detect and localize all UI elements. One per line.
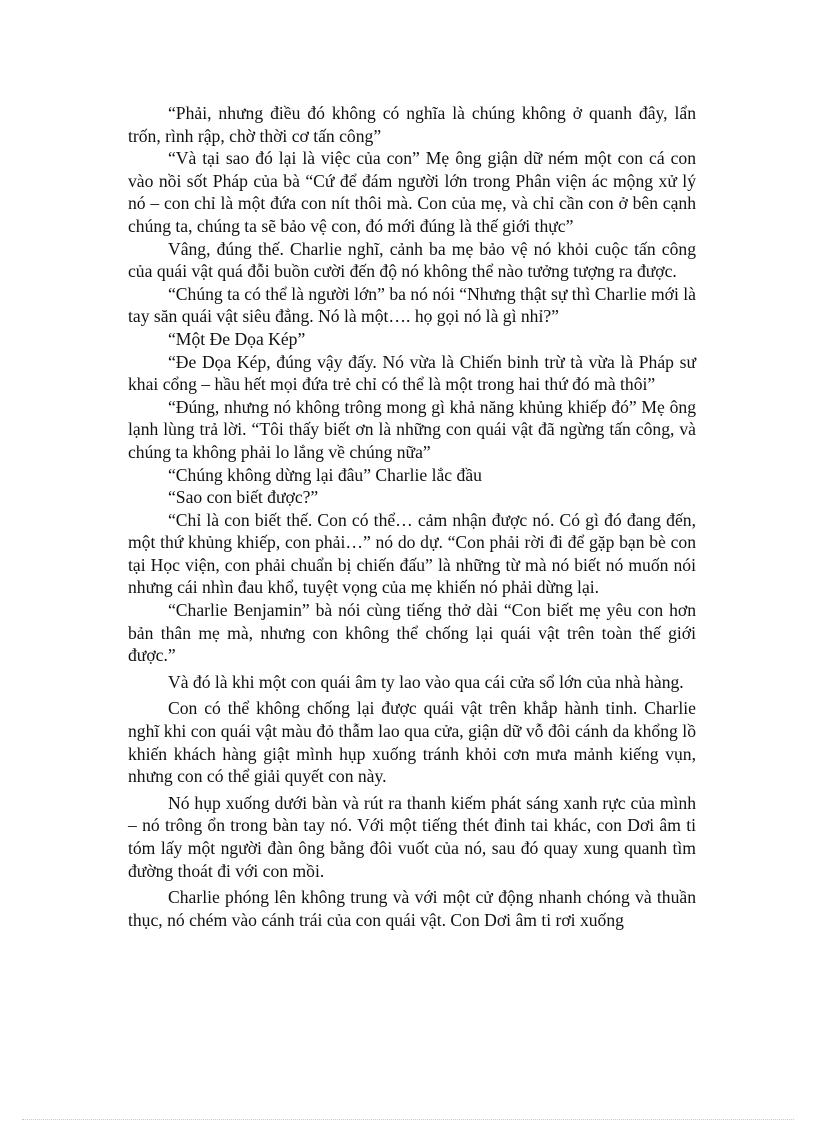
paragraph-6: “Đe Dọa Kép, đúng vậy đấy. Nó vừa là Chiến binh trừ tà vừa là Pháp sư khai cổng – hầu hết mọi đứa trẻ chỉ có thể là một trong hai thứ đó mà thôi” bbox=[128, 351, 696, 395]
page-bottom-rule bbox=[22, 1119, 794, 1120]
paragraph-3: Vâng, đúng thế. Charlie nghĩ, cảnh ba mẹ bảo vệ nó khỏi cuộc tấn công của quái vật quá đỗi buồn cười đến độ nó không thể nào tưởng tượng ra được. bbox=[128, 238, 696, 282]
document-page bbox=[128, 102, 696, 931]
paragraph-12: Và đó là khi một con quái âm ty lao vào qua cái cửa sổ lớn của nhà hàng. bbox=[168, 671, 684, 692]
paragraph-13: Con có thể không chống lại được quái vật trên khắp hành tinh. Charlie nghĩ khi con quái vật màu đỏ thẫm lao qua cửa, giận dữ vỗ đôi cánh da khổng lồ khiến khách hàng giật mình hụp xuống tránh khỏi cơn mưa mảnh kiếng vụn, nhưng con có thể giải quyết con này. bbox=[128, 698, 696, 787]
paragraph-15: Charlie phóng lên không trung và với một cử động nhanh chóng và thuần thục, nó chém vào cánh trái của con quái vật. Con Dơi âm ti rơi xuống bbox=[128, 887, 696, 930]
paragraph-9: “Sao con biết được?” bbox=[168, 487, 319, 508]
paragraph-1: “Phải, nhưng điều đó không có nghĩa là chúng không ở quanh đây, lẩn trốn, rình rập, chờ thời cơ tấn công” bbox=[128, 103, 696, 146]
paragraph-5: “Một Đe Dọa Kép” bbox=[168, 328, 306, 349]
paragraph-8: “Chúng không dừng lại đâu” Charlie lắc đầu bbox=[168, 464, 482, 485]
paragraph-4: “Chúng ta có thể là người lớn” ba nó nói “Nhưng thật sự thì Charlie mới là tay săn quái vật siêu đẳng. Nó là một…. họ gọi nó là gì nhỉ?” bbox=[128, 283, 696, 327]
paragraph-14: Nó hụp xuống dưới bàn và rút ra thanh kiếm phát sáng xanh rực của mình – nó trông ổn trong bàn tay nó. Với một tiếng thét đinh tai khác, con Dơi âm ti tóm lấy một người đàn ông bằng đôi vuốt của nó, sau đó quay xung quanh tìm đường thoát đi với con mồi. bbox=[128, 792, 696, 881]
paragraph-11: “Charlie Benjamin” bà nói cùng tiếng thở dài “Con biết mẹ yêu con hơn bản thân mẹ mà, nhưng con không thể chống lại quái vật trên toàn thế giới được.” bbox=[128, 600, 696, 666]
paragraph-7: “Đúng, nhưng nó không trông mong gì khả năng khủng khiếp đó” Mẹ ông lạnh lùng trả lời. “Tôi thấy biết ơn là những con quái vật đã ngừng tấn công, và chúng ta không phải lo lắng về chúng nữa” bbox=[128, 396, 696, 462]
paragraph-10: “Chỉ là con biết thế. Con có thể… cảm nhận được nó. Có gì đó đang đến, một thứ khủng khiếp, con phải…” nó do dự. “Con phải rời đi để gặp bạn bè con tại Học viện, con phải chuẩn bị chiến đấu” là những từ mà nó biết nó muốn nói nhưng cái nhìn đau khổ, tuyệt vọng của mẹ khiến nó phải dừng lại. bbox=[128, 509, 696, 598]
paragraph-2: “Và tại sao đó lại là việc của con” Mẹ ông giận dữ ném một con cá con vào nồi sốt Pháp của bà “Cứ để đám người lớn trong Phân viện ác mộng xử lý nó – con chỉ là một đứa con nít thôi mà. Con của mẹ, và chỉ cần con ở bên cạnh chúng ta, chúng ta sẽ bảo vệ con, đó mới đúng là thế giới thực” bbox=[128, 148, 696, 236]
